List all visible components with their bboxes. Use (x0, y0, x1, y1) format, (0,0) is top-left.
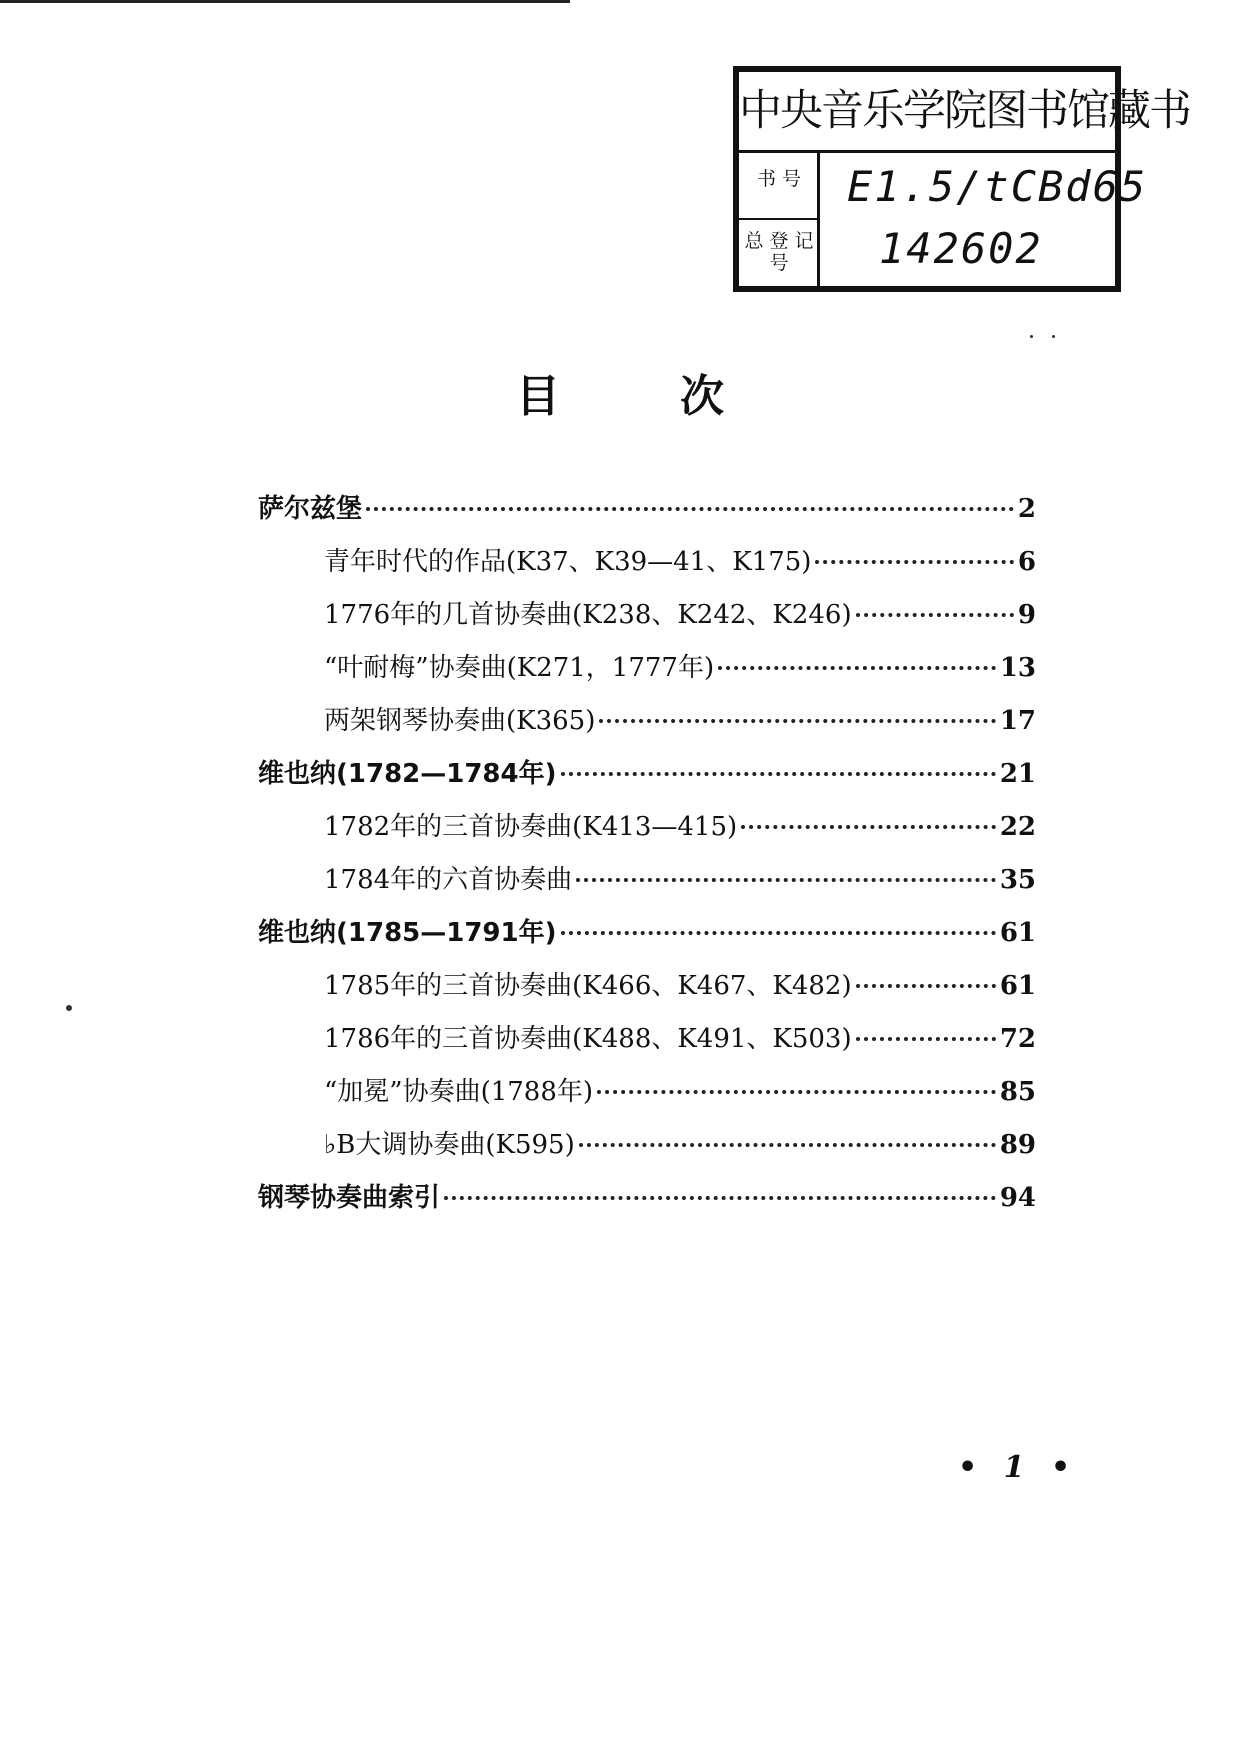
scan-edge-line (0, 0, 570, 3)
stamp-accession-number: 142602 (879, 224, 1043, 273)
toc-entry-page: 21 (999, 759, 1036, 789)
page-title: 目次 (516, 371, 844, 422)
toc-entry-title: 两架钢琴协奏曲(K365) (324, 706, 596, 736)
toc-leader-dots (561, 931, 996, 935)
toc-entry-page: 13 (999, 653, 1036, 683)
stamp-column-divider (817, 150, 820, 286)
toc-entry-page: 17 (999, 706, 1036, 736)
toc-entry-title: 青年时代的作品(K37、K39—41、K175) (324, 547, 812, 577)
toc-entry-page: 85 (999, 1077, 1036, 1107)
toc-entry (258, 541, 1036, 594)
toc-leader-dots (815, 560, 1013, 564)
toc-entry-title: 维也纳(1782—1784年) (258, 759, 557, 789)
toc-leader-dots (856, 1037, 996, 1041)
toc-entry-page: 9 (1017, 600, 1036, 630)
toc-entry-title: 1786年的三首协奏曲(K488、K491、K503) (324, 1024, 852, 1054)
toc-entry (258, 488, 1036, 541)
stamp-title: 中央音乐学院图书馆藏书 (739, 72, 1115, 153)
toc-entry (258, 859, 1036, 912)
toc-entry-title: 1776年的几首协奏曲(K238、K242、K246) (324, 600, 852, 630)
toc-entry-title: 萨尔兹堡 (258, 494, 363, 524)
toc-leader-dots (366, 507, 1014, 511)
toc-leader-dots (576, 878, 996, 882)
toc-entry-title: 1785年的三首协奏曲(K466、K467、K482) (324, 971, 852, 1001)
stamp-accession-label: 总 登 记 号 (744, 230, 814, 274)
stamp-call-number-label: 书 号 (756, 168, 802, 190)
toc-leader-dots (741, 825, 996, 829)
toc-entry-title: 1782年的三首协奏曲(K413—415) (324, 812, 738, 842)
page-number: • 1 • (958, 1450, 1079, 1485)
toc-entry (258, 1177, 1036, 1230)
toc-entry (258, 1071, 1036, 1124)
toc-leader-dots (597, 1090, 996, 1094)
toc-leader-dots (856, 984, 996, 988)
library-stamp (733, 66, 1190, 292)
stamp-call-number: E1.5/tCBd65 (847, 162, 1148, 211)
toc-entry-page: 6 (1017, 547, 1036, 577)
toc-entry-page: 61 (999, 971, 1036, 1001)
toc-entry-title: “叶耐梅”协奏曲(K271，1777年) (324, 653, 715, 683)
table-of-contents (258, 488, 1036, 1230)
toc-entry-title: “加冕”协奏曲(1788年) (324, 1077, 594, 1107)
toc-entry-title: 维也纳(1785—1791年) (258, 918, 557, 948)
toc-leader-dots (579, 1143, 996, 1147)
toc-entry (258, 806, 1036, 859)
toc-entry (258, 647, 1036, 700)
toc-entry-page: 61 (999, 918, 1036, 948)
toc-entry (258, 700, 1036, 753)
toc-entry-page: 94 (999, 1183, 1036, 1213)
scan-speck (1030, 335, 1033, 338)
toc-entry (258, 1018, 1036, 1071)
scan-speck (1052, 335, 1055, 338)
toc-entry-page: 2 (1017, 494, 1036, 524)
toc-entry-title: 钢琴协奏曲索引 (258, 1183, 441, 1213)
toc-entry-page: 72 (999, 1024, 1036, 1054)
toc-entry (258, 594, 1036, 647)
scan-speck (66, 1005, 72, 1011)
toc-leader-dots (444, 1196, 996, 1200)
toc-leader-dots (561, 772, 996, 776)
toc-entry (258, 1124, 1036, 1177)
toc-leader-dots (856, 613, 1014, 617)
toc-leader-dots (599, 719, 995, 723)
toc-leader-dots (718, 666, 996, 670)
toc-entry-page: 22 (999, 812, 1036, 842)
toc-entry-page: 35 (999, 865, 1036, 895)
toc-entry (258, 753, 1036, 806)
toc-entry-page: 89 (999, 1130, 1036, 1160)
toc-entry (258, 965, 1036, 1018)
toc-entry-title: ♭B大调协奏曲(K595) (324, 1130, 575, 1160)
toc-entry (258, 912, 1036, 965)
stamp-row-divider (739, 218, 817, 220)
toc-entry-title: 1784年的六首协奏曲 (324, 865, 573, 895)
